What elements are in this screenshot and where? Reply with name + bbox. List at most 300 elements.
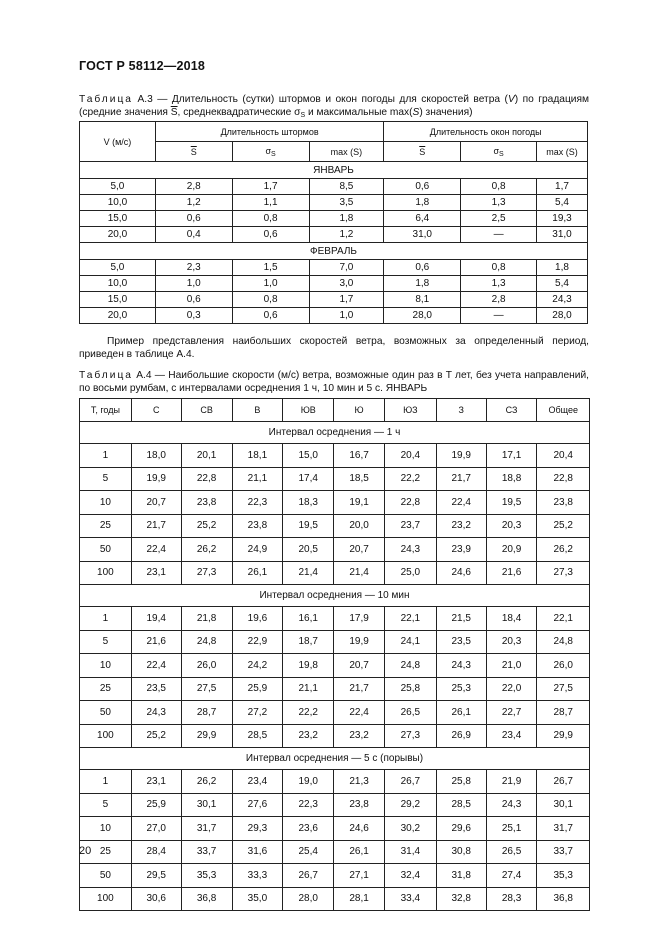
table-cell: 26,7 bbox=[384, 770, 436, 794]
table-cell: 5,0 bbox=[80, 179, 156, 195]
table-cell: 31,0 bbox=[384, 227, 461, 243]
table-cell: 30,1 bbox=[537, 793, 590, 817]
table-cell: — bbox=[461, 308, 537, 324]
table-cell: 15,0 bbox=[80, 211, 156, 227]
table-cell: 23,8 bbox=[181, 491, 232, 515]
table-cell: 10 bbox=[80, 654, 132, 678]
sub-sigma: σ bbox=[265, 145, 272, 156]
sub-sigma-s: S bbox=[271, 150, 276, 158]
table-cell: 28,7 bbox=[537, 701, 590, 725]
table-cell: 20,7 bbox=[334, 538, 385, 562]
table-cell: 21,1 bbox=[232, 467, 283, 491]
table-cell: 27,4 bbox=[486, 864, 537, 888]
sub-mean-header bbox=[155, 142, 232, 162]
table-cell: 1,7 bbox=[537, 179, 588, 195]
table-row bbox=[80, 630, 590, 654]
section-title: ФЕВРАЛЬ bbox=[80, 243, 588, 260]
table-cell: 20,3 bbox=[486, 630, 537, 654]
table-cell: 20,1 bbox=[181, 444, 232, 468]
table-cell: 23,8 bbox=[334, 793, 385, 817]
table-cell: 25 bbox=[80, 840, 132, 864]
table-cell: 24,6 bbox=[334, 817, 385, 841]
table-cell: 18,8 bbox=[486, 467, 537, 491]
table-cell: 2,8 bbox=[461, 292, 537, 308]
caption-text: ) значения) bbox=[419, 107, 473, 118]
sub-sigma-s: S bbox=[499, 150, 504, 158]
table-cell: 28,0 bbox=[384, 308, 461, 324]
caption-sub: S bbox=[300, 112, 306, 119]
table-cell: 18,3 bbox=[283, 491, 334, 515]
column-header: СЗ bbox=[486, 399, 537, 422]
table-cell: 22,2 bbox=[283, 701, 334, 725]
table-cell: 29,6 bbox=[436, 817, 486, 841]
table-cell: 2,3 bbox=[155, 260, 232, 276]
table-cell: 23,5 bbox=[131, 677, 181, 701]
table-cell: 25 bbox=[80, 514, 132, 538]
table-cell: 24,3 bbox=[436, 654, 486, 678]
table-cell: 1 bbox=[80, 770, 132, 794]
table-cell: 25,9 bbox=[232, 677, 283, 701]
table-cell: 8,1 bbox=[384, 292, 461, 308]
table-cell: 26,0 bbox=[537, 654, 590, 678]
table-a4-body bbox=[80, 399, 590, 911]
table-cell: 22,2 bbox=[384, 467, 436, 491]
table-cell: 2,5 bbox=[461, 211, 537, 227]
table-cell: 29,9 bbox=[181, 724, 232, 748]
table-cell: 28,7 bbox=[181, 701, 232, 725]
table-row bbox=[80, 179, 588, 195]
table-a3-caption bbox=[79, 93, 589, 122]
table-cell: 26,5 bbox=[384, 701, 436, 725]
table-cell: 26,2 bbox=[537, 538, 590, 562]
column-header: Ю bbox=[334, 399, 385, 422]
table-cell: 6,4 bbox=[384, 211, 461, 227]
table-cell: 33,7 bbox=[181, 840, 232, 864]
table-cell: — bbox=[461, 227, 537, 243]
table-cell: 1 bbox=[80, 607, 132, 631]
table-cell: 32,8 bbox=[436, 887, 486, 911]
table-cell: 19,5 bbox=[283, 514, 334, 538]
table-cell: 23,2 bbox=[436, 514, 486, 538]
table-cell: 33,3 bbox=[232, 864, 283, 888]
table-cell: 26,5 bbox=[486, 840, 537, 864]
table-cell: 23,1 bbox=[131, 561, 181, 585]
table-cell: 32,4 bbox=[384, 864, 436, 888]
table-cell: 23,5 bbox=[436, 630, 486, 654]
table-cell: 26,2 bbox=[181, 538, 232, 562]
group-storm-header: Длительность штормов bbox=[155, 122, 384, 142]
table-cell: 30,6 bbox=[131, 887, 181, 911]
table-cell: 30,8 bbox=[436, 840, 486, 864]
table-cell: 0,6 bbox=[384, 260, 461, 276]
table-cell: 21,1 bbox=[283, 677, 334, 701]
table-cell: 35,3 bbox=[181, 864, 232, 888]
table-row bbox=[80, 607, 590, 631]
column-header: T, годы bbox=[80, 399, 132, 422]
table-cell: 1,3 bbox=[461, 195, 537, 211]
table-row bbox=[80, 793, 590, 817]
table-cell: 27,5 bbox=[181, 677, 232, 701]
sub-max-header: max (S) bbox=[537, 142, 588, 162]
sub-mean: $\overline{S}$ bbox=[419, 146, 426, 157]
table-cell: 31,6 bbox=[232, 840, 283, 864]
table-cell: 24,8 bbox=[181, 630, 232, 654]
table-cell: 33,4 bbox=[384, 887, 436, 911]
table-cell: 10 bbox=[80, 817, 132, 841]
table-cell: 35,3 bbox=[537, 864, 590, 888]
table-cell: 17,4 bbox=[283, 467, 334, 491]
table-row bbox=[80, 724, 590, 748]
table-cell: 18,1 bbox=[232, 444, 283, 468]
section-row bbox=[80, 243, 588, 260]
table-cell: 24,9 bbox=[232, 538, 283, 562]
table-cell: 19,5 bbox=[486, 491, 537, 515]
table-cell: 25,2 bbox=[537, 514, 590, 538]
table-cell: 22,8 bbox=[181, 467, 232, 491]
table-cell: 28,4 bbox=[131, 840, 181, 864]
caption-text: — Длительность (сутки) штормов и окон погоды для скоростей ветра ( bbox=[152, 94, 508, 105]
table-cell: 28,3 bbox=[486, 887, 537, 911]
table-row bbox=[80, 538, 590, 562]
table-cell: 25,8 bbox=[436, 770, 486, 794]
table-cell: 20,7 bbox=[131, 491, 181, 515]
table-cell: 24,8 bbox=[537, 630, 590, 654]
sub-sigma-header bbox=[232, 142, 309, 162]
table-row bbox=[80, 308, 588, 324]
table-cell: 21,7 bbox=[334, 677, 385, 701]
table-cell: 23,4 bbox=[486, 724, 537, 748]
table-cell: 1,8 bbox=[309, 211, 384, 227]
table-cell: 22,7 bbox=[486, 701, 537, 725]
table-cell: 27,3 bbox=[384, 724, 436, 748]
table-cell: 24,2 bbox=[232, 654, 283, 678]
table-cell: 19,4 bbox=[131, 607, 181, 631]
table-cell: 23,2 bbox=[283, 724, 334, 748]
table-cell: 25,4 bbox=[283, 840, 334, 864]
table-cell: 26,7 bbox=[283, 864, 334, 888]
table-cell: 20,3 bbox=[486, 514, 537, 538]
caption-text: , среднеквадратические σ bbox=[177, 107, 301, 118]
caption-var: S bbox=[412, 107, 420, 118]
section-row bbox=[80, 585, 590, 607]
table-cell: 15,0 bbox=[80, 292, 156, 308]
table-row bbox=[80, 195, 588, 211]
sub-mean-header bbox=[384, 142, 461, 162]
table-cell: 0,6 bbox=[155, 292, 232, 308]
table-cell: 30,2 bbox=[384, 817, 436, 841]
caption-label: Таблица bbox=[79, 370, 133, 381]
table-cell: 50 bbox=[80, 701, 132, 725]
table-row bbox=[80, 227, 588, 243]
table-cell: 22,4 bbox=[436, 491, 486, 515]
table-cell: 25,8 bbox=[384, 677, 436, 701]
table-cell: 21,6 bbox=[131, 630, 181, 654]
table-cell: 30,1 bbox=[181, 793, 232, 817]
table-cell: 5,4 bbox=[537, 276, 588, 292]
table-cell: 25,0 bbox=[384, 561, 436, 585]
table-cell: 28,0 bbox=[537, 308, 588, 324]
table-cell: 26,9 bbox=[436, 724, 486, 748]
section-row bbox=[80, 162, 588, 179]
table-cell: 23,6 bbox=[283, 817, 334, 841]
table-row bbox=[80, 467, 590, 491]
table-cell: 21,5 bbox=[436, 607, 486, 631]
column-header: Общее bbox=[537, 399, 590, 422]
table-row bbox=[80, 444, 590, 468]
table-cell: 20,9 bbox=[486, 538, 537, 562]
sub-mean: $\overline{S}$ bbox=[190, 146, 197, 157]
table-cell: 50 bbox=[80, 538, 132, 562]
table-cell: 29,5 bbox=[131, 864, 181, 888]
table-cell: 21,6 bbox=[486, 561, 537, 585]
table-row bbox=[80, 654, 590, 678]
table-cell: 26,7 bbox=[537, 770, 590, 794]
table-cell: 18,0 bbox=[131, 444, 181, 468]
sub-max-header: max (S) bbox=[309, 142, 384, 162]
table-cell: 1,0 bbox=[232, 276, 309, 292]
example-paragraph: Пример представления наибольших скоростей ветра, возможных за определенный период, приведен в таблице А.4. bbox=[79, 336, 589, 360]
table-cell: 22,4 bbox=[334, 701, 385, 725]
table-cell: 26,1 bbox=[436, 701, 486, 725]
table-cell: 21,7 bbox=[436, 467, 486, 491]
table-cell: 16,7 bbox=[334, 444, 385, 468]
table-cell: 1,1 bbox=[232, 195, 309, 211]
table-cell: 27,1 bbox=[334, 864, 385, 888]
table-cell: 24,6 bbox=[436, 561, 486, 585]
table-cell: 25,2 bbox=[181, 514, 232, 538]
table-cell: 29,9 bbox=[537, 724, 590, 748]
table-row bbox=[80, 514, 590, 538]
table-cell: 0,8 bbox=[461, 179, 537, 195]
table-cell: 21,4 bbox=[334, 561, 385, 585]
table-cell: 25,2 bbox=[131, 724, 181, 748]
table-cell: 20,4 bbox=[537, 444, 590, 468]
table-cell: 27,5 bbox=[537, 677, 590, 701]
table-cell: 21,4 bbox=[283, 561, 334, 585]
table-row bbox=[80, 276, 588, 292]
table-cell: 25,3 bbox=[436, 677, 486, 701]
table-row bbox=[80, 887, 590, 911]
table-cell: 0,3 bbox=[155, 308, 232, 324]
table-cell: 22,3 bbox=[232, 491, 283, 515]
column-header: З bbox=[436, 399, 486, 422]
table-cell: 1 bbox=[80, 444, 132, 468]
sub-sigma: σ bbox=[493, 145, 500, 156]
table-cell: 1,3 bbox=[461, 276, 537, 292]
sub-sigma-header bbox=[461, 142, 537, 162]
table-row bbox=[80, 561, 590, 585]
page-number: 20 bbox=[79, 845, 92, 857]
table-cell: 17,9 bbox=[334, 607, 385, 631]
table-cell: 0,6 bbox=[155, 211, 232, 227]
table-cell: 16,1 bbox=[283, 607, 334, 631]
table-cell: 20,5 bbox=[283, 538, 334, 562]
table-cell: 5 bbox=[80, 793, 132, 817]
section-title: Интервал осреднения — 5 с (порывы) bbox=[80, 748, 590, 770]
table-cell: 1,5 bbox=[232, 260, 309, 276]
table-cell: 10,0 bbox=[80, 276, 156, 292]
table-cell: 28,5 bbox=[232, 724, 283, 748]
table-cell: 36,8 bbox=[537, 887, 590, 911]
table-cell: 1,0 bbox=[309, 308, 384, 324]
column-header: С bbox=[131, 399, 181, 422]
table-cell: 100 bbox=[80, 724, 132, 748]
table-cell: 31,7 bbox=[181, 817, 232, 841]
table-cell: 28,5 bbox=[436, 793, 486, 817]
table-cell: 26,1 bbox=[232, 561, 283, 585]
table-cell: 20,0 bbox=[334, 514, 385, 538]
table-cell: 1,0 bbox=[155, 276, 232, 292]
table-a3-body bbox=[80, 162, 588, 324]
document-header: ГОСТ Р 58112—2018 bbox=[79, 59, 206, 73]
table-cell: 5,0 bbox=[80, 260, 156, 276]
caption-label: Таблица bbox=[79, 94, 133, 105]
table-cell: 19,9 bbox=[131, 467, 181, 491]
table-row bbox=[80, 770, 590, 794]
table-cell: 27,2 bbox=[232, 701, 283, 725]
table-cell: 1,8 bbox=[384, 276, 461, 292]
table-cell: 22,8 bbox=[537, 467, 590, 491]
table-cell: 23,8 bbox=[232, 514, 283, 538]
table-cell: 1,2 bbox=[309, 227, 384, 243]
table-a4 bbox=[79, 398, 590, 911]
table-cell: 24,3 bbox=[537, 292, 588, 308]
table-cell: 0,6 bbox=[232, 227, 309, 243]
table-cell: 21,0 bbox=[486, 654, 537, 678]
table-cell: 0,8 bbox=[232, 292, 309, 308]
table-cell: 21,9 bbox=[486, 770, 537, 794]
table-cell: 23,9 bbox=[436, 538, 486, 562]
table-cell: 100 bbox=[80, 561, 132, 585]
section-row bbox=[80, 748, 590, 770]
table-cell: 31,7 bbox=[537, 817, 590, 841]
table-cell: 22,9 bbox=[232, 630, 283, 654]
table-cell: 24,3 bbox=[384, 538, 436, 562]
table-cell: 7,0 bbox=[309, 260, 384, 276]
table-cell: 20,4 bbox=[384, 444, 436, 468]
table-cell: 21,3 bbox=[334, 770, 385, 794]
table-cell: 3,5 bbox=[309, 195, 384, 211]
table-row bbox=[80, 840, 590, 864]
table-cell: 31,8 bbox=[436, 864, 486, 888]
section-title: Интервал осреднения — 1 ч bbox=[80, 422, 590, 444]
table-cell: 25,1 bbox=[486, 817, 537, 841]
table-cell: 3,0 bbox=[309, 276, 384, 292]
table-cell: 22,8 bbox=[384, 491, 436, 515]
caption-var: V bbox=[507, 94, 515, 105]
table-cell: 28,0 bbox=[283, 887, 334, 911]
table-cell: 1,8 bbox=[384, 195, 461, 211]
table-cell: 33,7 bbox=[537, 840, 590, 864]
table-cell: 31,4 bbox=[384, 840, 436, 864]
table-cell: 22,4 bbox=[131, 654, 181, 678]
table-cell: 0,6 bbox=[232, 308, 309, 324]
table-cell: 18,4 bbox=[486, 607, 537, 631]
table-cell: 0,8 bbox=[461, 260, 537, 276]
table-cell: 26,2 bbox=[181, 770, 232, 794]
table-cell: 22,1 bbox=[537, 607, 590, 631]
table-cell: 29,2 bbox=[384, 793, 436, 817]
table-cell: 15,0 bbox=[283, 444, 334, 468]
table-cell: 19,9 bbox=[334, 630, 385, 654]
col-v-header: V (м/с) bbox=[80, 122, 156, 162]
column-header: ЮВ bbox=[283, 399, 334, 422]
table-cell: 25 bbox=[80, 677, 132, 701]
table-cell: 22,4 bbox=[131, 538, 181, 562]
table-cell: 1,2 bbox=[155, 195, 232, 211]
table-cell: 23,4 bbox=[232, 770, 283, 794]
header-row bbox=[80, 399, 590, 422]
table-row bbox=[80, 491, 590, 515]
table-cell: 22,0 bbox=[486, 677, 537, 701]
table-cell: 19,1 bbox=[334, 491, 385, 515]
table-cell: 17,1 bbox=[486, 444, 537, 468]
column-header: В bbox=[232, 399, 283, 422]
table-cell: 22,3 bbox=[283, 793, 334, 817]
column-header: ЮЗ bbox=[384, 399, 436, 422]
table-cell: 24,3 bbox=[486, 793, 537, 817]
table-cell: 22,1 bbox=[384, 607, 436, 631]
table-cell: 20,0 bbox=[80, 227, 156, 243]
table-cell: 19,8 bbox=[283, 654, 334, 678]
table-row bbox=[80, 292, 588, 308]
table-cell: 25,9 bbox=[131, 793, 181, 817]
table-cell: 19,0 bbox=[283, 770, 334, 794]
section-title: Интервал осреднения — 10 мин bbox=[80, 585, 590, 607]
table-cell: 0,8 bbox=[232, 211, 309, 227]
caption-var: $\overline{S}$ bbox=[170, 107, 178, 118]
table-cell: 21,8 bbox=[181, 607, 232, 631]
table-cell: 26,0 bbox=[181, 654, 232, 678]
table-row bbox=[80, 260, 588, 276]
table-row bbox=[80, 211, 588, 227]
table-cell: 28,1 bbox=[334, 887, 385, 911]
table-cell: 27,6 bbox=[232, 793, 283, 817]
table-cell: 5 bbox=[80, 630, 132, 654]
table-cell: 23,2 bbox=[334, 724, 385, 748]
table-cell: 1,7 bbox=[232, 179, 309, 195]
table-cell: 18,5 bbox=[334, 467, 385, 491]
table-cell: 5 bbox=[80, 467, 132, 491]
table-cell: 8,5 bbox=[309, 179, 384, 195]
table-cell: 100 bbox=[80, 887, 132, 911]
caption-text: и максимальные max( bbox=[305, 107, 413, 118]
table-cell: 18,7 bbox=[283, 630, 334, 654]
table-cell: 23,8 bbox=[537, 491, 590, 515]
table-row bbox=[80, 864, 590, 888]
caption-text: — Наибольшие скорости (м/с) ветра, возможные один раз в T лет, без учета направлений, по восьми румбам, с интервалами осреднения 1 ч, 10 мин и 5 с. ЯНВАРЬ bbox=[79, 370, 589, 394]
table-a4-caption bbox=[79, 369, 589, 395]
table-cell: 29,3 bbox=[232, 817, 283, 841]
table-row bbox=[80, 817, 590, 841]
table-cell: 36,8 bbox=[181, 887, 232, 911]
table-cell: 1,7 bbox=[309, 292, 384, 308]
table-cell: 26,1 bbox=[334, 840, 385, 864]
table-cell: 19,3 bbox=[537, 211, 588, 227]
table-row bbox=[80, 701, 590, 725]
table-row bbox=[80, 677, 590, 701]
table-cell: 23,1 bbox=[131, 770, 181, 794]
table-cell: 27,0 bbox=[131, 817, 181, 841]
table-cell: 24,1 bbox=[384, 630, 436, 654]
table-cell: 0,6 bbox=[384, 179, 461, 195]
group-window-header: Длительность окон погоды bbox=[384, 122, 588, 142]
table-cell: 2,8 bbox=[155, 179, 232, 195]
table-cell: 20,0 bbox=[80, 308, 156, 324]
table-cell: 31,0 bbox=[537, 227, 588, 243]
table-cell: 35,0 bbox=[232, 887, 283, 911]
table-a3 bbox=[79, 121, 588, 324]
